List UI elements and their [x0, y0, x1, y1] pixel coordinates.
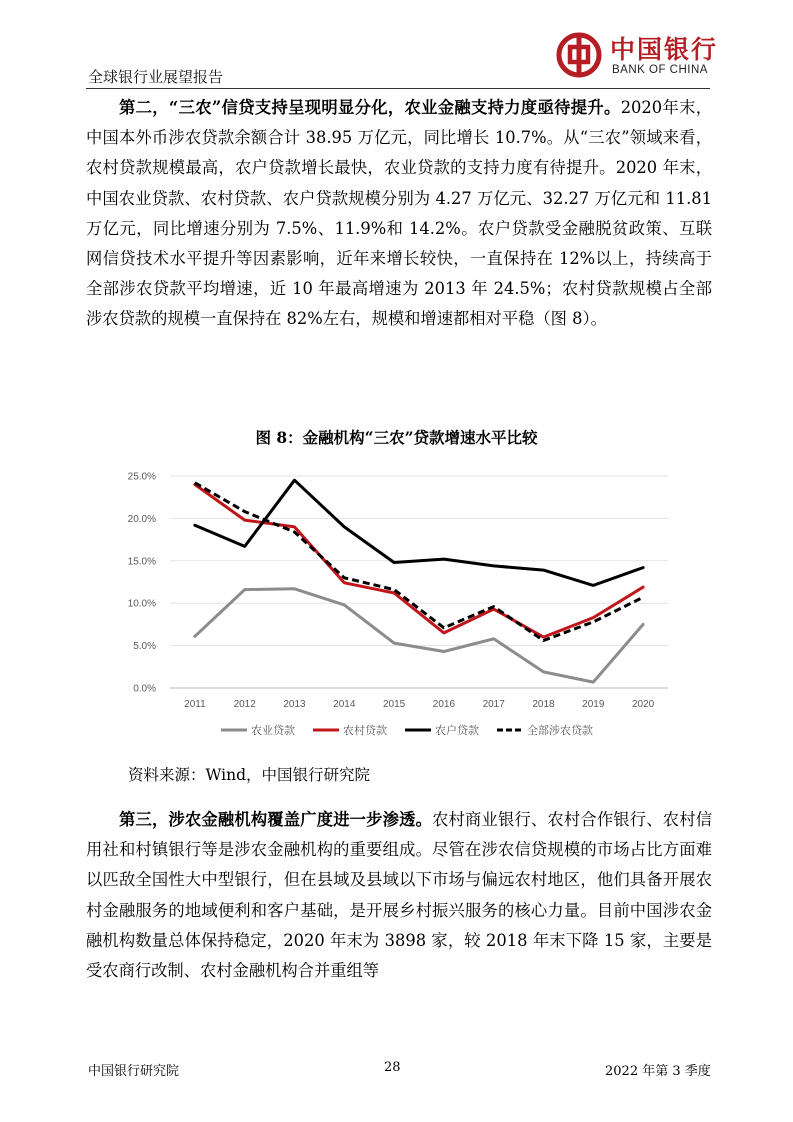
footer-institution: 中国银行研究院 — [88, 1064, 180, 1079]
y-tick-label: 15.0% — [127, 556, 156, 568]
report-title: 全球银行业展望报告 — [88, 68, 224, 86]
logo-chinese-name: 中国银行 — [610, 35, 719, 64]
logo-english-name: BANK OF CHINA — [612, 64, 708, 76]
x-tick-label: 2013 — [283, 699, 306, 710]
bank-logo — [556, 28, 719, 84]
legend-label: 农户贷款 — [435, 724, 479, 737]
figure-source: 资料来源：Wind，中国银行研究院 — [128, 766, 371, 784]
paragraph-rural-institutions — [86, 805, 712, 986]
paragraph-rural-credit — [86, 93, 712, 335]
paragraph-lead: 第三，涉农金融机构覆盖广度进一步渗透。 — [119, 810, 433, 829]
paragraph-body: 2020年末，中国本外币涉农贷款余额合计 38.95 万亿元，同比增长 10.7%。从“三农”领域来看，农村贷款规模最高，农户贷款增长最快，农业贷款的支持力度有待提升。2020 年末，中国农业贷款、农村贷款、农户贷款规模分别为 4.27 万亿元、32.27 万亿元和 11.81 万亿元，同比增速分别为 7.5%、11.9%和 14.2%。农户贷款受金融脱贫政策、互联网信贷技术水平提升等因素影响，近年来增长较快，一直保持在 12%以上，持续高于全部涉农贷款平均增速，近 10 年最高增速为 2013 年 24.5%；农村贷款规模占全部涉农贷款的规模一直保持在 82%左右，规模和增速都相对平稳（图 8）。 — [86, 98, 713, 329]
x-tick-label: 2019 — [582, 699, 605, 710]
series-line — [195, 480, 643, 585]
y-tick-label: 10.0% — [127, 598, 156, 610]
y-tick-label: 25.0% — [127, 471, 156, 483]
legend-label: 农村贷款 — [343, 724, 387, 737]
figure-title: 图 8：金融机构“三农”贷款增速水平比较 — [255, 428, 538, 447]
x-tick-label: 2018 — [532, 699, 555, 710]
x-tick-label: 2017 — [482, 699, 505, 710]
x-tick-label: 2015 — [382, 699, 406, 710]
bank-of-china-emblem-icon — [556, 32, 602, 78]
page-number: 28 — [384, 1060, 401, 1075]
x-tick-label: 2011 — [184, 699, 206, 710]
x-tick-label: 2020 — [631, 699, 655, 710]
y-tick-label: 0.0% — [133, 683, 156, 695]
legend-label: 全部涉农贷款 — [527, 724, 593, 737]
y-tick-label: 5.0% — [133, 641, 156, 653]
legend-label: 农业贷款 — [251, 724, 295, 737]
loan-growth-line-chart — [86, 456, 686, 748]
x-tick-label: 2012 — [233, 699, 256, 710]
x-tick-label: 2016 — [432, 699, 456, 710]
paragraph-lead: 第二，“三农”信贷支持呈现明显分化，农业金融支持力度亟待提升。 — [119, 98, 621, 117]
x-tick-label: 2014 — [333, 699, 356, 710]
y-tick-label: 20.0% — [127, 513, 156, 525]
paragraph-body: 农村商业银行、农村合作银行、农村信用社和村镇银行等是涉农金融机构的重要组成。尽管在涉农信贷规模的市场占比方面难以匹敌全国性大中型银行，但在县域及县域以下市场与偏远农村地区，他们具备开展农村金融服务的地域便利和客户基础，是开展乡村振兴服务的核心力量。目前中国涉农金融机构数量总体保持稳定，2020 年末为 3898 家，较 2018 年末下降 15 家，主要是受农商行改制、农村金融机构合并重组等 — [86, 810, 712, 981]
footer-issue: 2022 年第 3 季度 — [605, 1064, 711, 1079]
header-divider — [86, 88, 710, 89]
